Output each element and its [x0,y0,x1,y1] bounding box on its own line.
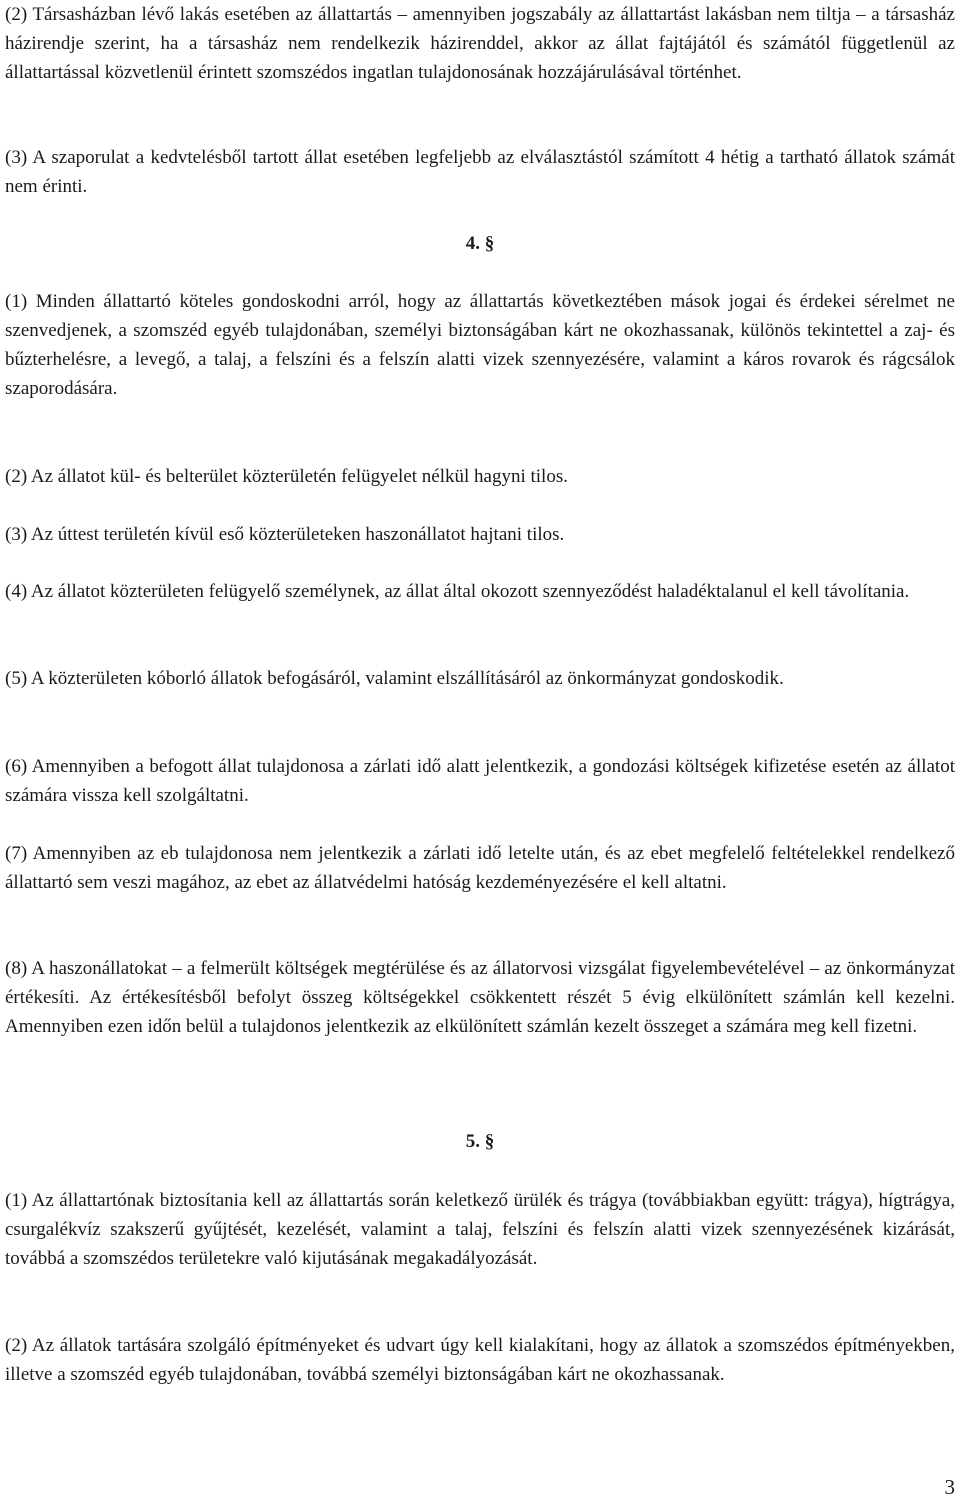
paragraph-3-3: (3) A szaporulat a kedvtelésből tartott állat esetében legfeljebb az elválasztástól számított 4 hétig a tartható állatok számát nem érinti. [5,147,955,197]
paragraph-4-3: (3) Az úttest területén kívül eső közterületeken haszonállatot hajtani tilos. [5,524,565,545]
paragraph-4-6: (6) Amennyiben a befogott állat tulajdonosa a zárlati idő alatt jelentkezik, a gondozási költségek kifizetése esetén az állatot számára vissza kell szolgáltatni. [5,756,955,806]
paragraph-5-2: (2) Az állatok tartására szolgáló építményeket és udvart úgy kell kialakítani, hogy az állatok a szomszédos építményekben, illetve a szomszéd egyéb tulajdonában, továbbá személyi biztonságában kárt ne okozhassanak. [5,1335,955,1385]
paragraph-4-2: (2) Az állatot kül- és belterület közterületén felügyelet nélkül hagyni tilos. [5,466,568,487]
paragraph-4-5: (5) A közterületen kóborló állatok befogásáról, valamint elszállításáról az önkormányzat gondoskodik. [5,668,784,689]
page-number: 3 [944,1475,955,1499]
paragraph-4-4: (4) Az állatot közterületen felügyelő személynek, az állat által okozott szennyeződést haladéktalanul el kell távolítania. [5,581,910,602]
paragraph-4-1: (1) Minden állattartó köteles gondoskodni arról, hogy az állattartás következtében mások jogai és érdekei sérelmet ne szenvedjenek, a szomszéd egyéb tulajdonában, személyi biztonságában kárt ne okozhassanak, különös tekintettel a zaj- és bűzterhelésre, a levegő, a talaj, a felszíni és a felszín alatti vizek szennyezésére, valamint a káros rovarok és rágcsálok szaporodására. [5,291,955,399]
paragraph-5-1: (1) Az állattartónak biztosítania kell az állattartás során keletkező ürülék és trágya (továbbiakban együtt: trágya), hígtrágya, csurgalékvíz szakszerű gyűjtését, kezelését, valamint a talaj, felszíni és felszín alatti vizek szennyezésének kizárását, továbbá a szomszédos területekre való kijutásának megakadályozását. [5,1190,955,1269]
paragraph-3-2: (2) Társasházban lévő lakás esetében az állattartás – amennyiben jogszabály az állattartást lakásban nem tiltja – a társasház házirendje szerint, ha a társasház nem rendelkezik házirenddel, akkor az állat fajtájától és számától függetlenül az állattartással közvetlenül érintett szomszédos ingatlan tulajdonosának hozzájárulásával történhet. [5,4,955,83]
section-title-5: 5. § [465,1131,495,1152]
paragraph-4-8: (8) A haszonállatokat – a felmerült költségek megtérülése és az állatorvosi vizsgálat figyelembevételével – az önkormányzat értékesíti. Az értékesítésből befolyt összeg költségekkel csökkentett részét 5 évig elkülönített számlán kell kezelni. Amennyiben ezen időn belül a tulajdonos jelentkezik az elkülönített számlán kezelt összeget a számára meg kell fizetni. [5,958,955,1037]
paragraph-4-7: (7) Amennyiben az eb tulajdonosa nem jelentkezik a zárlati idő letelte után, és az ebet megfelelő feltételekkel rendelkező állattartó sem veszi magához, az ebet az állatvédelmi hatóság kezdeményezésére el kell altatni. [5,843,955,893]
section-title-4: 4. § [465,233,495,254]
